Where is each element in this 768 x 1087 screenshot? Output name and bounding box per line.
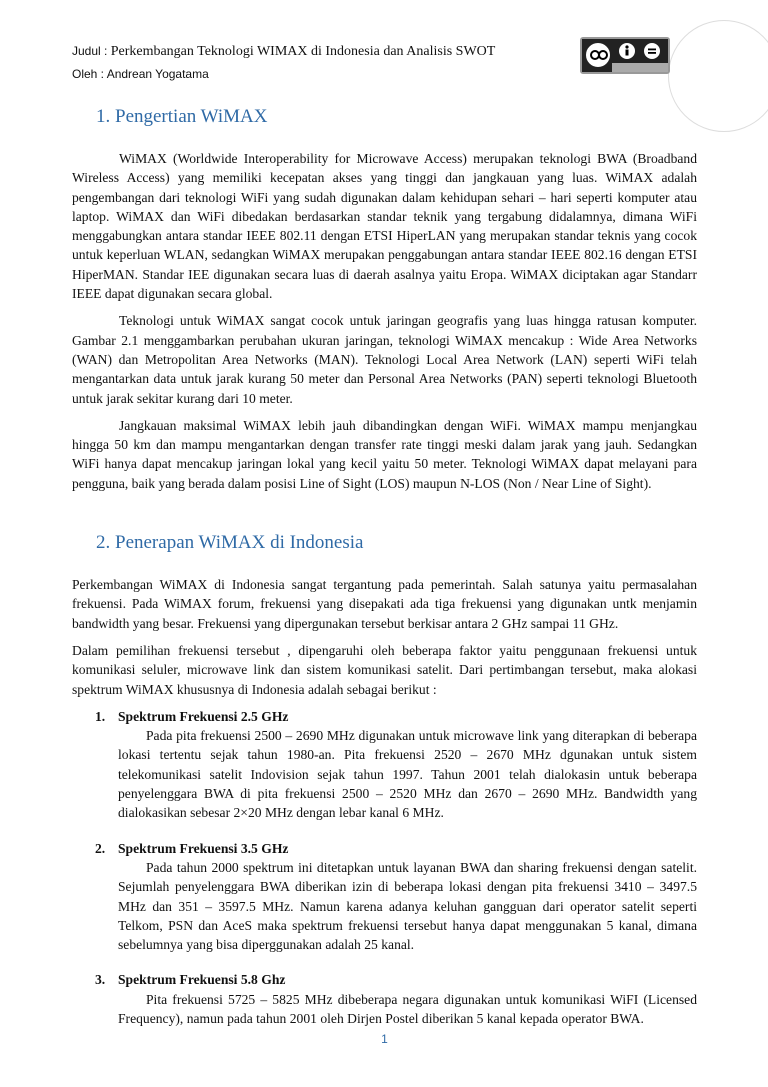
title-label: Judul : (72, 44, 108, 58)
list-item-text: Pada tahun 2000 spektrum ini ditetapkan untuk layanan BWA dan sharing frekuensi dengan satelit. Sejumlah penyelenggara BWA diberikan izin di beberapa lokasi dengan pita frekuensi 3410 – 3497.5 MHz dan 351 – 3597.5 MHz. Namun karena adanya keluhan gangguan dari operator satelit seperti Telkom, PSN dan AceS maka spektrum frekuensi tersebut hanya dapat menggunakan 5 kanal, dimana sebelumnya yang bisa diperggunakan adalah 25 kanal. (118, 859, 697, 953)
paragraph: Dalam pemilihan frekuensi tersebut , dipengaruhi oleh beberapa faktor yaitu penggunaan frekuensi untuk komunikasi seluler, microwave link dan sistem komunikasi satelit. Dari pertimbangan tersebut, maka alokasi spektrum WiMAX khususnya di Indonesia adalah sebagai berikut : (72, 642, 697, 697)
list-item-title: Spektrum Frekuensi 3.5 GHz (118, 840, 289, 856)
section-heading-pengertian: 1. Pengertian WiMAX (96, 106, 268, 127)
page-number: 1 (381, 1032, 388, 1047)
paragraph: Teknologi untuk WiMAX sangat cocok untuk jaringan geografis yang luas hingga ratusan komputer. Gambar 2.1 menggambarkan perubahan ukuran jaringan, teknologi WiMAX mencakup : Wide Area Networks (WAN) dan Metropolitan Area Networks (MAN). Teknologi Local Area Network (LAN) seperti WiFi telah mengantarkan data untuk jarak kurang 50 meter dan Personal Area Networks (PAN) seperti teknologi Bluetooth untuk jarak sekitar kurang dari 10 meter. (72, 313, 697, 406)
list-number: 1. (95, 708, 106, 724)
doc-title-line (72, 40, 697, 63)
list-item-text: Pada pita frekuensi 2500 – 2690 MHz digunakan untuk microwave link yang diterapkan di beberapa lokasi tertentu sejak tahun 1980-an. Pita frekuensi 2520 – 2670 MHz dgunakan untuk sistem telekomunikasi satelit Indovision sejak tahun 1997. Tahun 2001 telah dialokasin untuk beberapa penyelenggara BWA di pita frekuensi 2500 – 2520 MHz dan 2670 – 2690 MHz. Bandwidth yang dialokasikan sebesar 2×20 MHz dengan lebar kanal 6 MHz. (118, 728, 697, 821)
section-heading-penerapan: 2. Penerapan WiMAX di Indonesia (96, 532, 364, 554)
list-item-text: Pita frekuensi 5725 – 5825 MHz dibeberapa negara digunakan untuk komunikasi WiFI (Licensed Frequency), namun pada tahun 2001 oleh Dirjen Postel diberikan 5 kanal kepada operator BWA. (118, 991, 697, 1026)
list-item-title: Spektrum Frekuensi 5.8 Ghz (118, 972, 286, 988)
list-item (95, 839, 697, 955)
section2-body-2 (72, 641, 697, 699)
section1-body-2 (72, 311, 697, 407)
list-number: 2. (95, 840, 106, 856)
section2-body (72, 575, 697, 633)
paragraph: WiMAX (Worldwide Interoperability for Microwave Access) merupakan teknologi BWA (Broadband Wireless Access) yang memiliki kecepatan akses yang tinggi dan jangkauan yang luas. WiMAX adalah pengembangan dari teknologi WiFi yang sudah digunakan dalam kehidupan sehari – hari seperti komputer atau laptop. WiMAX dan WiFi dibedakan berdasarkan standar teknik yang tergabung didalamnya, dimana WiFi menggabungkan antara standar IEEE 802.11 dengan ETSI HiperLAN yang merupakan standar teknis yang cocok untuk keperluan WLAN, sedangkan WiMAX merupakan penggabungan antara standar IEEE 802.16 dengan ETSI HiperMAN. Standar IEE digunakan secara luas di daerah asalnya yaitu Eropa. WiMAX diciptakan agar Standarr IEEE dapat digunakan secara global. (72, 151, 697, 302)
author-line: Oleh : Andrean Yogatama (72, 67, 209, 81)
list-item (95, 707, 697, 823)
section1-body-3 (72, 416, 697, 493)
paragraph: Jangkauan maksimal WiMAX lebih jauh dibandingkan dengan WiFi. WiMAX mampu menjangkau hingga 50 km dan mampu mengantarkan dengan transfer rate tinggi meski dalam jarak yang jauh. Sedangkan WiFi hanya dapat mencakup jaringan lokal yang kecil yaitu 50 meter. Teknologi WiMAX dapat melayani para pengguna, baik yang berada dalam posisi Line of Sight (LOS) maupun N-LOS (Non / Near Line of Sight). (72, 417, 697, 491)
list-number: 3. (95, 972, 106, 988)
list-item-title: Spektrum Frekuensi 2.5 GHz (118, 708, 289, 724)
doc-title: Perkembangan Teknologi WIMAX di Indonesia dan Analisis SWOT (110, 44, 496, 59)
paragraph: Perkembangan WiMAX di Indonesia sangat tergantung pada pemerintah. Salah satunya yaitu permasalahan frekuensi. Pada WiMAX forum, frekuensi yang disepakati ada tiga frekuensi yang digunakan untk menjamin bandwidth yang besar. Frekuensi yang dipergunakan tersebut berkisar antara 2 GHz sampai 11 GHz. (72, 577, 697, 631)
list-item (95, 970, 697, 1028)
section1-body (72, 149, 697, 303)
